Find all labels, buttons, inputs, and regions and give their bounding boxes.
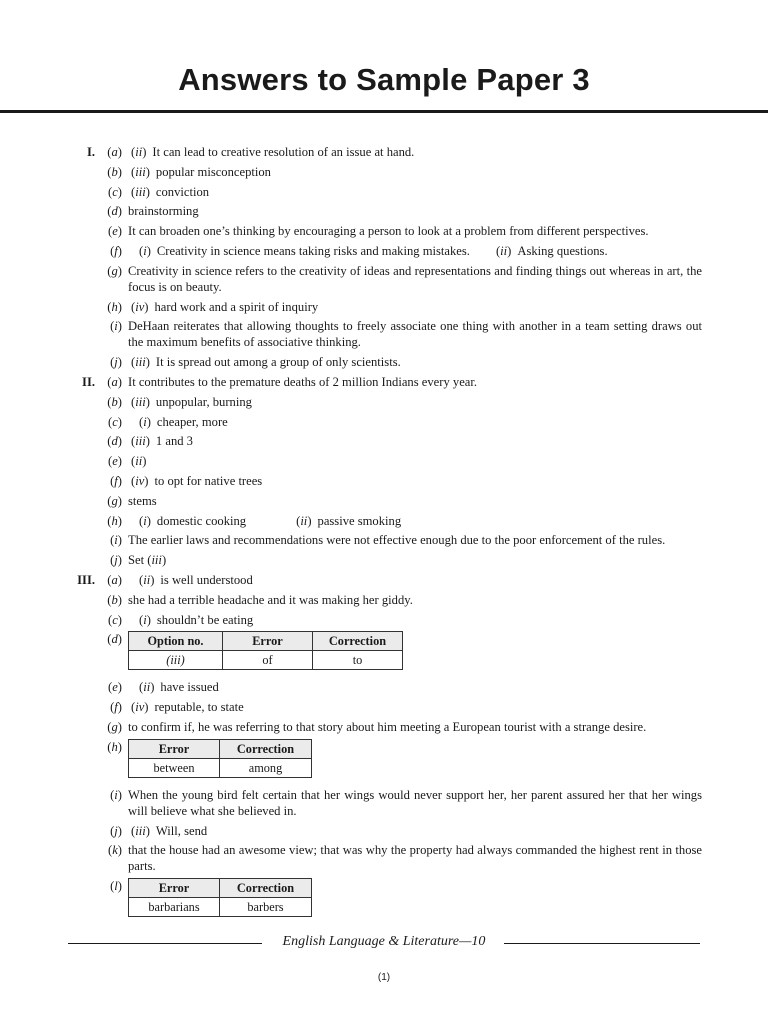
item-label: (e) [108,454,122,469]
answer-1i [0,318,768,350]
answer-2d: (d) (iii) 1 and 3 [107,434,193,449]
page-number: (1) [377,972,391,983]
answer-text: DeHaan reiterates that allowing thoughts to freely associate one thing with another in a team setting draws out the maximum benefits of associative thinking. [128,319,702,350]
table-header: Correction [220,739,312,758]
item-label: (e) [108,224,122,239]
table-header: Correction [220,879,312,898]
answer-text: is well understood [160,572,253,587]
answer-2a [0,374,768,390]
title-divider [0,110,768,113]
error-correction-table [128,631,403,670]
answer-text: stems [128,493,157,508]
answer-3a: III. (a) (ii) is well understood [77,572,253,587]
item-label: (j) [110,553,122,568]
table-header: Error [129,739,220,758]
answer-2j: (j) Set (iii) [110,553,167,568]
item-label: (i) [110,319,122,334]
item-label: (k) [108,843,122,858]
table-header: Error [129,879,220,898]
answer-text: reputable, to state [154,700,244,715]
item-label: (c) [108,612,122,627]
answer-text: have issued [160,680,219,695]
section-label: III. [77,572,95,587]
answer-1d [0,203,768,219]
answer-text: It can broaden one’s thinking by encouraging a person to look at a problem from different perspectives. [128,224,649,239]
table-cell: (iii) [129,651,223,670]
answer-text: Will, send [155,823,208,838]
item-label: (j) [110,355,122,370]
item-label: (g) [107,719,122,734]
item-label: (a) [107,145,122,159]
item-label: (d) [107,204,122,219]
answer-text: The earlier laws and recommendations were not effective enough due to the poor enforcement of the rules. [128,533,666,548]
item-label: (c) [108,184,122,199]
table-header: Correction [313,632,403,651]
answer-text: It contributes to the premature deaths of 2 million Indians every year. [128,374,478,389]
item-label: (g) [107,263,122,278]
answer-3i [0,787,768,819]
answer-text: to opt for native trees [154,473,263,488]
answer-text: hard work and a spirit of inquiry [154,299,319,314]
answer-text: Creativity in science means taking risks and making mistakes. [156,243,470,258]
table-cell: barbarians [129,898,220,917]
item-label: (f) [110,243,122,258]
item-label: (b) [107,394,122,409]
answers-list [0,144,768,926]
answer-text: 1 and 3 [155,434,193,449]
answer-3c: (c) (i) shouldn’t be eating [108,612,254,627]
item-label: (e) [108,680,122,695]
answer-text: she had a terrible headache and it was making her giddy. [128,592,413,607]
answer-text: popular misconception [155,164,271,179]
footer-rule-right [504,943,700,944]
item-label: (h) [107,513,122,528]
section-label: I. [86,145,95,159]
answer-1g [0,263,768,295]
answer-text: passive smoking [317,513,402,528]
answer-2g [0,493,768,509]
answer-3l [0,878,768,917]
table-cell: barbers [220,898,312,917]
answer-text: When the young bird felt certain that her wings would never support her, her parent assured her that her wings will believe what she believed in. [128,787,702,818]
table-cell: of [223,651,313,670]
page-footer [68,934,700,954]
section-label: II. [82,374,95,389]
item-label: (i) [110,787,122,802]
item-label: (h) [107,739,122,754]
answer-2i [0,532,768,548]
answer-text: Creativity in science refers to the creativity of ideas and representations and finding things out whereas in art, the focus is on beauty. [128,263,702,294]
item-label: (h) [107,299,122,314]
answer-text: Set [128,553,145,568]
answer-3g [0,719,768,735]
item-label: (f) [110,473,122,488]
item-label: (b) [107,164,122,179]
table-cell: among [220,758,312,777]
answer-text: It is spread out among a group of only scientists. [155,355,401,370]
item-label: (l) [110,879,122,894]
error-correction-table [128,739,312,778]
item-label: (b) [107,592,122,607]
error-correction-table [128,878,312,917]
answer-text: that the house had an awesome view; that was why the property had always commanded the highest rent in those parts. [128,843,702,874]
answer-text: unpopular, burning [155,394,252,409]
answer-1c: (c) (iii) conviction [108,184,210,199]
answer-1j: (j) (iii) It is spread out among a group of only scientists. [110,355,401,370]
item-label: (d) [107,434,122,449]
answer-1b: (b) (iii) popular misconception [107,164,271,179]
page-title: Answers to Sample Paper 3 [178,62,590,97]
answer-3b [0,592,768,608]
answer-3e: (e) (ii) have issued [108,680,219,695]
table-cell: between [129,758,220,777]
answer-2h: (h) (i) domestic cooking (ii) passive smoking [107,513,402,528]
table-cell: to [313,651,403,670]
answer-2b: (b) (iii) unpopular, burning [107,394,252,409]
answer-text: shouldn’t be eating [156,612,254,627]
item-label: (f) [110,700,122,715]
answer-text: Asking questions. [517,243,608,258]
item-label: (i) [110,533,122,548]
answer-text: domestic cooking [156,513,247,528]
answer-3d [0,631,768,670]
item-label: (j) [110,823,122,838]
footer-text: English Language & Literature—10 [282,934,486,949]
answer-text: cheaper, more [156,414,228,429]
item-label: (c) [108,414,122,429]
item-label: (g) [107,493,122,508]
answer-1f: (f) (i) Creativity in science means taking risks and making mistakes. (ii) Asking questions. [110,243,608,258]
item-label: (a) [107,374,122,389]
answer-3k [0,842,768,874]
answer-2e: (e) (ii) [108,454,147,469]
table-header: Option no. [129,632,223,651]
answer-text: ii [135,454,143,469]
answer-text: It can lead to creative resolution of an issue at hand. [152,145,415,159]
answer-text: brainstorming [128,204,199,219]
answer-1a: I. (a) (ii) It can lead to creative resolution of an issue at hand. [86,145,415,159]
answer-3h [0,739,768,778]
answer-1h: (h) (iv) hard work and a spirit of inquiry [107,299,319,314]
answer-1e [0,223,768,239]
answer-2f: (f) (iv) to opt for native trees [110,473,263,488]
item-label: (a) [107,572,122,587]
item-label: (d) [107,632,122,647]
answer-2c: (c) (i) cheaper, more [108,414,228,429]
answer-text: to confirm if, he was referring to that story about him meeting a European tourist with a strange desire. [128,719,647,734]
answer-3f: (f) (iv) reputable, to state [110,700,244,715]
answer-3j: (j) (iii) Will, send [110,823,208,838]
answer-text: conviction [155,184,210,199]
table-header: Error [223,632,313,651]
